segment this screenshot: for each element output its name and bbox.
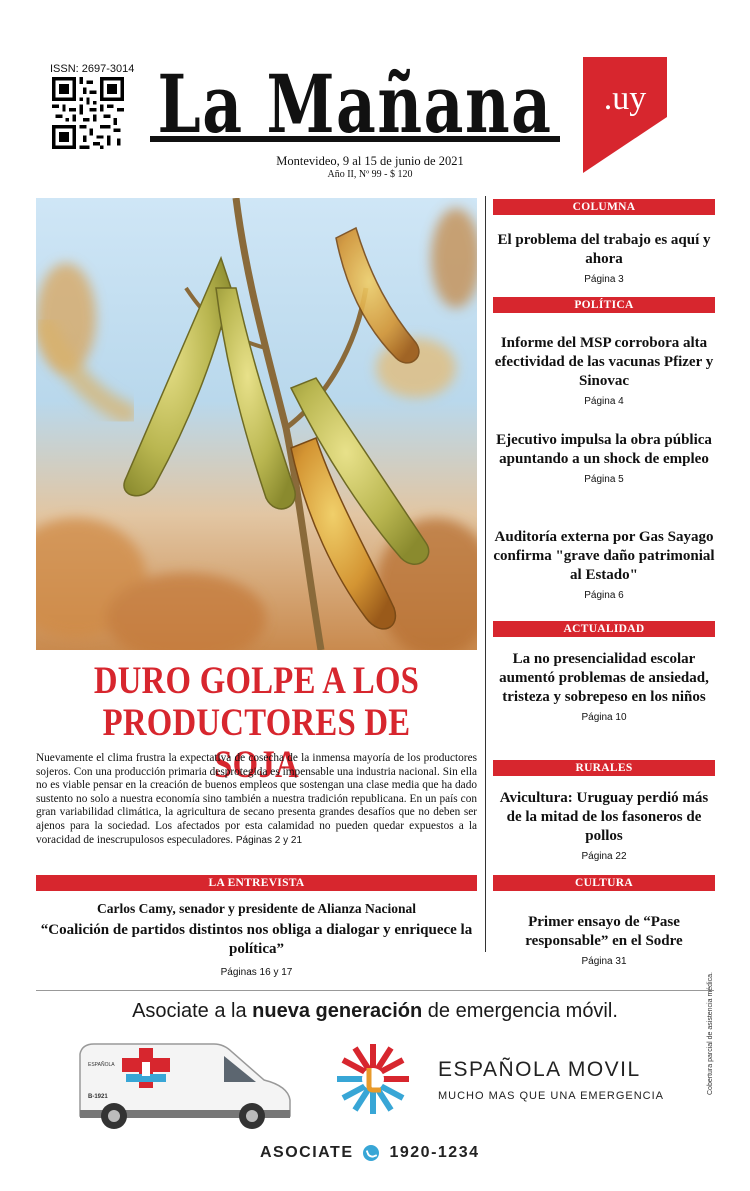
story-page: Página 4 (584, 396, 624, 407)
ad-disclaimer: Cobertura parcial de asistencia médica. (707, 972, 714, 1095)
interview-pages[interactable]: Páginas 16 y 17 (220, 967, 293, 978)
story-actualidad[interactable] (493, 650, 715, 723)
qr-code[interactable] (52, 77, 124, 149)
story-title: Informe del MSP corrobora alta efectividad de las vacunas Pfizer y Sinovac (494, 335, 714, 389)
cta-label: ASOCIATE (260, 1144, 354, 1161)
soybean-photo (36, 198, 477, 650)
story-title: Ejecutivo impulsa la obra pública apuntando a un shock de empleo (496, 432, 712, 467)
story-title: Auditoría externa por Gas Sayago confirma "grave daño patrimonial al Estado" (493, 529, 715, 583)
story-title: Primer ensayo de “Pase responsable” en el Sodre (525, 914, 683, 949)
story-page: Página 31 (581, 956, 627, 967)
story-politica-1[interactable] (493, 334, 715, 407)
ad-divider (36, 990, 714, 991)
ad-headline[interactable] (36, 1000, 714, 1023)
story-page: Página 10 (581, 712, 627, 723)
story-politica-3[interactable] (493, 528, 715, 601)
section-bar-columna: COLUMNA (493, 199, 715, 215)
lead-pages[interactable]: Páginas 2 y 21 (235, 834, 303, 846)
story-page: Página 3 (584, 274, 624, 285)
cta-phone[interactable]: 1920-1234 (389, 1144, 480, 1161)
ad-headline-post: de emergencia móvil. (422, 1000, 618, 1022)
issue-edition: Año II, Nº 99 - $ 120 (327, 169, 413, 180)
masthead-text: La Mañana (157, 57, 553, 148)
issn-label: ISSN: 2697-3014 (50, 63, 135, 75)
story-page: Página 22 (581, 851, 627, 862)
uy-text: .uy (603, 80, 647, 117)
section-bar-cultura: CULTURA (493, 875, 715, 891)
ad-brand: ESPAÑOLA MOVIL (438, 1058, 641, 1081)
section-bar-la-entrevista: LA ENTREVISTA (36, 875, 477, 891)
lead-text: Nuevamente el clima frustra la expectativa de cosecha de la inmensa mayoría de los productores sojeros. Con una producción primaria desprotegida es impensable una industria nacional. Sin ella no es viable pensar en la creación de buenos empleos que sostengan una clase media que ha dado sustento no solo a nuestra economía sino también a nuestra tradición republicana. En un país con gran variabilidad climática, la agricultura de secano presenta grandes desafíos que no deben ser ajenos para la sociedad. Los afectados por esta calamidad no pueden quedar expuestos a la voracidad de inescrupulosos especuladores. (36, 752, 477, 846)
ambulance-illustration (74, 1036, 296, 1132)
main-headline[interactable]: DURO GOLPE A LOS PRODUCTORES DE SOJA (93, 659, 420, 786)
uy-badge[interactable] (583, 57, 667, 173)
lead-paragraph (36, 752, 477, 847)
phone-icon (363, 1145, 379, 1161)
section-bar-politica: POLÍTICA (493, 297, 715, 313)
section-bar-actualidad: ACTUALIDAD (493, 621, 715, 637)
story-title: El problema del trabajo es aquí y ahora (497, 232, 711, 267)
story-cultura[interactable] (493, 913, 715, 967)
interview-quote[interactable]: “Coalición de partidos distintos nos obliga a dialogar y enriquece la política” (40, 922, 473, 957)
interview-subject: Carlos Camy, senador y presidente de Alianza Nacional (96, 901, 416, 916)
ad-call-to-action[interactable] (260, 1144, 480, 1162)
masthead-logo[interactable] (150, 56, 560, 148)
section-bar-rurales: RURALES (493, 760, 715, 776)
espanola-movil-logo[interactable] (333, 1040, 413, 1118)
story-rurales[interactable] (493, 789, 715, 862)
ad-headline-pre: Asociate a la (132, 1000, 253, 1022)
story-title: Avicultura: Uruguay perdió más de la mitad de los fasoneros de pollos (499, 790, 709, 844)
story-title: La no presencialidad escolar aumentó problemas de ansiedad, tristeza y sobrepeso en los niños (499, 651, 709, 705)
ad-headline-bold: nueva generación (252, 1000, 423, 1022)
story-politica-2[interactable] (493, 431, 715, 485)
van-plate: B-1921 (88, 1094, 108, 1100)
ad-slogan: MUCHO MAS QUE UNA EMERGENCIA (438, 1090, 665, 1102)
issue-date: Montevideo, 9 al 15 de junio de 2021 (276, 154, 464, 168)
story-columna[interactable] (493, 231, 715, 285)
van-text: ESPAÑOLA (88, 1062, 115, 1068)
story-page: Página 5 (584, 474, 624, 485)
column-divider (485, 196, 486, 952)
story-page: Página 6 (584, 590, 624, 601)
